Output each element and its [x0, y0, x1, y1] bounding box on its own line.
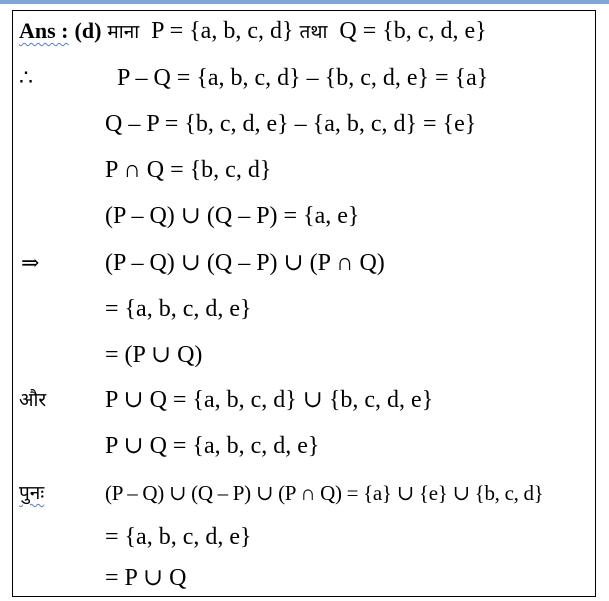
- step-label: और: [19, 389, 47, 411]
- solution-box: [12, 10, 596, 597]
- top-accent-strip: [0, 0, 609, 4]
- step-expression: P ∪ Q = {a, b, c, d} ∪ {b, c, d, e}: [105, 387, 434, 413]
- word-tatha: तथा: [299, 21, 328, 43]
- step-expression: = P ∪ Q: [105, 565, 187, 591]
- step-expression: = {a, b, c, d, e}: [105, 524, 252, 550]
- step-expression: = (P ∪ Q): [105, 342, 203, 368]
- header-line: [19, 16, 487, 47]
- step-expression: P ∪ Q = {a, b, c, d, e}: [105, 433, 320, 459]
- word-maana: माना: [107, 21, 140, 43]
- answer-label: Ans :: [19, 18, 69, 43]
- answer-option: (d): [74, 18, 102, 43]
- step-expression: (P – Q) ∪ (Q – P) = {a, e}: [105, 203, 360, 229]
- step-label: पुनः: [19, 482, 45, 504]
- step-expression: Q – P = {b, c, d, e} – {a, b, c, d} = {e}: [105, 111, 477, 137]
- step-label: ⇒: [21, 250, 40, 275]
- step-expression: P – Q = {a, b, c, d} – {b, c, d, e} = {a}: [117, 65, 489, 91]
- step-expression: (P – Q) ∪ (Q – P) ∪ (P ∩ Q): [105, 250, 385, 276]
- step-expression: (P – Q) ∪ (Q – P) ∪ (P ∩ Q) = {a} ∪ {e} ∪ {b, c, d}: [105, 481, 544, 505]
- set-p-definition: P = {a, b, c, d}: [151, 18, 294, 44]
- set-q-definition: Q = {b, c, d, e}: [339, 18, 487, 44]
- step-expression: P ∩ Q = {b, c, d}: [105, 157, 272, 183]
- step-label: ∴: [19, 65, 33, 90]
- step-expression: = {a, b, c, d, e}: [105, 296, 252, 322]
